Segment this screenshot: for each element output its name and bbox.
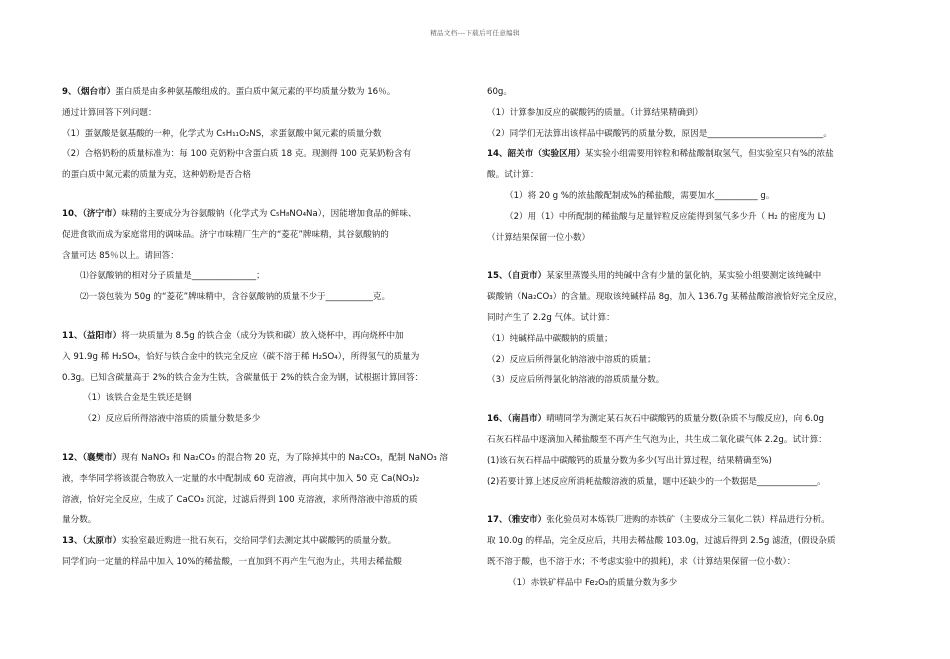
q10-line-2: 促进食欲而成为家庭常用的调味品。济宁市味精厂生产的“菱花”牌味精，其谷氨酸钠的 (62, 229, 389, 240)
q10-line-5: ⑵一袋包装为 50g 的“菱花”牌味精中，含谷氨酸钠的质量不少于___________克。 (80, 292, 391, 303)
q17-line-4: （1）赤铁矿样品中 Fe₂O₃的质量分数为多少 (508, 577, 678, 588)
q14-line-4: （2）用（1）中所配制的稀盐酸与足量锌粒反应能得到氢气多少升（ H₂ 的密度为 L) (505, 211, 826, 222)
q14-line-2: 酸。试计算： (487, 170, 539, 181)
q16-line-1: 16、（南昌市）晴晴同学为测定某石灰石中碳酸钙的质量分数(杂质不与酸反应)，向 6.0g (487, 414, 825, 425)
left-column (62, 82, 472, 573)
q15-line-5: （2）反应后所得氯化钠溶液中溶质的质量； (487, 354, 656, 365)
q15-line-3: 同时产生了 2.2g 气体。试计算： (487, 312, 615, 323)
q11-line-1: 11、（益阳市）将一块质量为 8.5g 的铁合金（成分为铁和碳）放入烧杯中，再向烧杯中加 (62, 330, 404, 341)
q16-line-3: (1)该石灰石样品中碳酸钙的质量分数为多少(写出计算过程，结果精确至%) (487, 455, 772, 466)
q13-line-2: 同学们向一定量的样品中加入 10%的稀盐酸，一直加到不再产生气泡为止，共用去稀盐酸 (62, 556, 402, 567)
q15-line-2: 碳酸钠（Na₂CO₃）的含量。现取该纯碱样品 8g，加入 136.7g 某稀盐酸溶液恰好完全反应， (487, 292, 843, 303)
q12-line-2: 液，李华同学将该混合物放入一定量的水中配制成 60 克溶液，再向其中加入 50 克 Ca(NO₃)₂ (62, 473, 420, 484)
q9-line-1: 9、（烟台市）蛋白质是由多种氨基酸组成的。蛋白质中氮元素的平均质量分数为 16％。 (62, 87, 396, 97)
q17-line-1: 17、（雅安市）张化验员对本炼铁厂进购的赤铁矿（主要成分三氧化二铁）样品进行分析。 (487, 515, 830, 526)
page-header: 精品文档---下载后可任意编辑 (430, 29, 520, 37)
q15-line-6: （3）反应后所得氯化钠溶液的溶质质量分数。 (487, 375, 665, 386)
q11-line-4: （1）该铁合金是生铁还是钢 (83, 393, 192, 404)
q14-line-3: （1）将 20 g %的浓盐酸配制成%的稀盐酸，需要加水__________ g。 (505, 190, 775, 201)
q9-line-2: 通过计算回答下列问题： (62, 107, 157, 118)
q13-line-1: 13、（太原市）实验室最近购进一批石灰石，交给同学们去测定其中碳酸钙的质量分数。 (62, 536, 397, 547)
q16-line-4: (2)若要计算上述反应所消耗盐酸溶液的质量，题中还缺少的一个数据是______________。 (487, 476, 826, 487)
q10-line-1: 10、（济宁市）味精的主要成分为谷氨酸钠（化学式为 C₅H₈NO₄Na），因能增加食品的鲜味、 (62, 208, 417, 219)
q14-line-1: 14、韶关市（实验区用）某实验小组需要用锌粒和稀盐酸制取氢气，但实验室只有%的浓盐 (487, 149, 834, 160)
q10-line-3: 含量可达 85％以上。请回答： (62, 250, 179, 261)
q11-line-5: （2）反应后所得溶液中溶质的质量分数是多少 (83, 414, 261, 425)
q9-line-4: （2）合格奶粉的质量标准为：每 100 克奶粉中含蛋白质 18 克。现测得 100 克某奶粉含有 (62, 149, 412, 160)
q10-line-4: ⑴谷氨酸钠的相对分子质量是_______________； (80, 271, 265, 282)
q17-line-3: 既不溶于酸，也不溶于水；不考虑实验中的损耗)，求（计算结果保留一位小数）： (487, 556, 796, 567)
q14-line-5: （计算结果保留一位小数） (487, 232, 591, 243)
q13-line-4: （1）计算参加反应的碳酸钙的质量。（计算结果精确到） (487, 107, 704, 118)
q9-line-5: 的蛋白质中氮元素的质量为克，这种奶粉是否合格 (62, 170, 252, 181)
q12-line-3: 溶液，恰好完全反应，生成了 CaCO₃ 沉淀，过滤后得到 100 克溶液，求所得溶液中溶质的质 (62, 494, 418, 505)
q9-line-3: （1）蛋氨酸是氨基酸的一种，化学式为 C₅H₁₁O₂NS，求蛋氨酸中氮元素的质量分数 (62, 128, 382, 139)
q16-line-2: 石灰石样品中逐滴加入稀盐酸至不再产生气泡为止，共生成二氧化碳气体 2.2g。试计算： (487, 434, 827, 445)
q15-line-1: 15、（自贡市）某家里蒸馒头用的纯碱中含有少量的氯化钠，某实验小组要测定该纯碱中 (487, 271, 822, 282)
q11-line-3: 0.3g。已知含碳量高于 2%的铁合金为生铁，含碳量低于 2%的铁合金为钢，试根据计算回答： (62, 372, 424, 383)
q13-line-3: 60g。 (487, 87, 512, 97)
q12-line-1: 12、（襄樊市）现有 NaNO₃ 和 Na₂CO₃ 的混合物 20 克，为了除掉其中的 Na₂CO₃，配制 NaNO₃ 溶 (62, 452, 448, 463)
q12-line-4: 量分数。 (62, 515, 97, 526)
q11-line-2: 入 91.9g 稀 H₂SO₄，恰好与铁合金中的铁完全反应（碳不溶于稀 H₂SO₄），所得氢气的质量为 (62, 351, 420, 362)
q15-line-4: （1）纯碱样品中碳酸钠的质量； (487, 333, 613, 344)
q17-line-2: 取 10.0g 的样品，完全反应后，共用去稀盐酸 103.0g，过滤后得到 2.5g 滤渣，(假设杂质 (487, 536, 836, 547)
right-column (487, 82, 907, 594)
q13-line-5: （2）同学们无法算出该样品中碳酸钙的质量分数，原因是___________________________。 (487, 128, 832, 139)
